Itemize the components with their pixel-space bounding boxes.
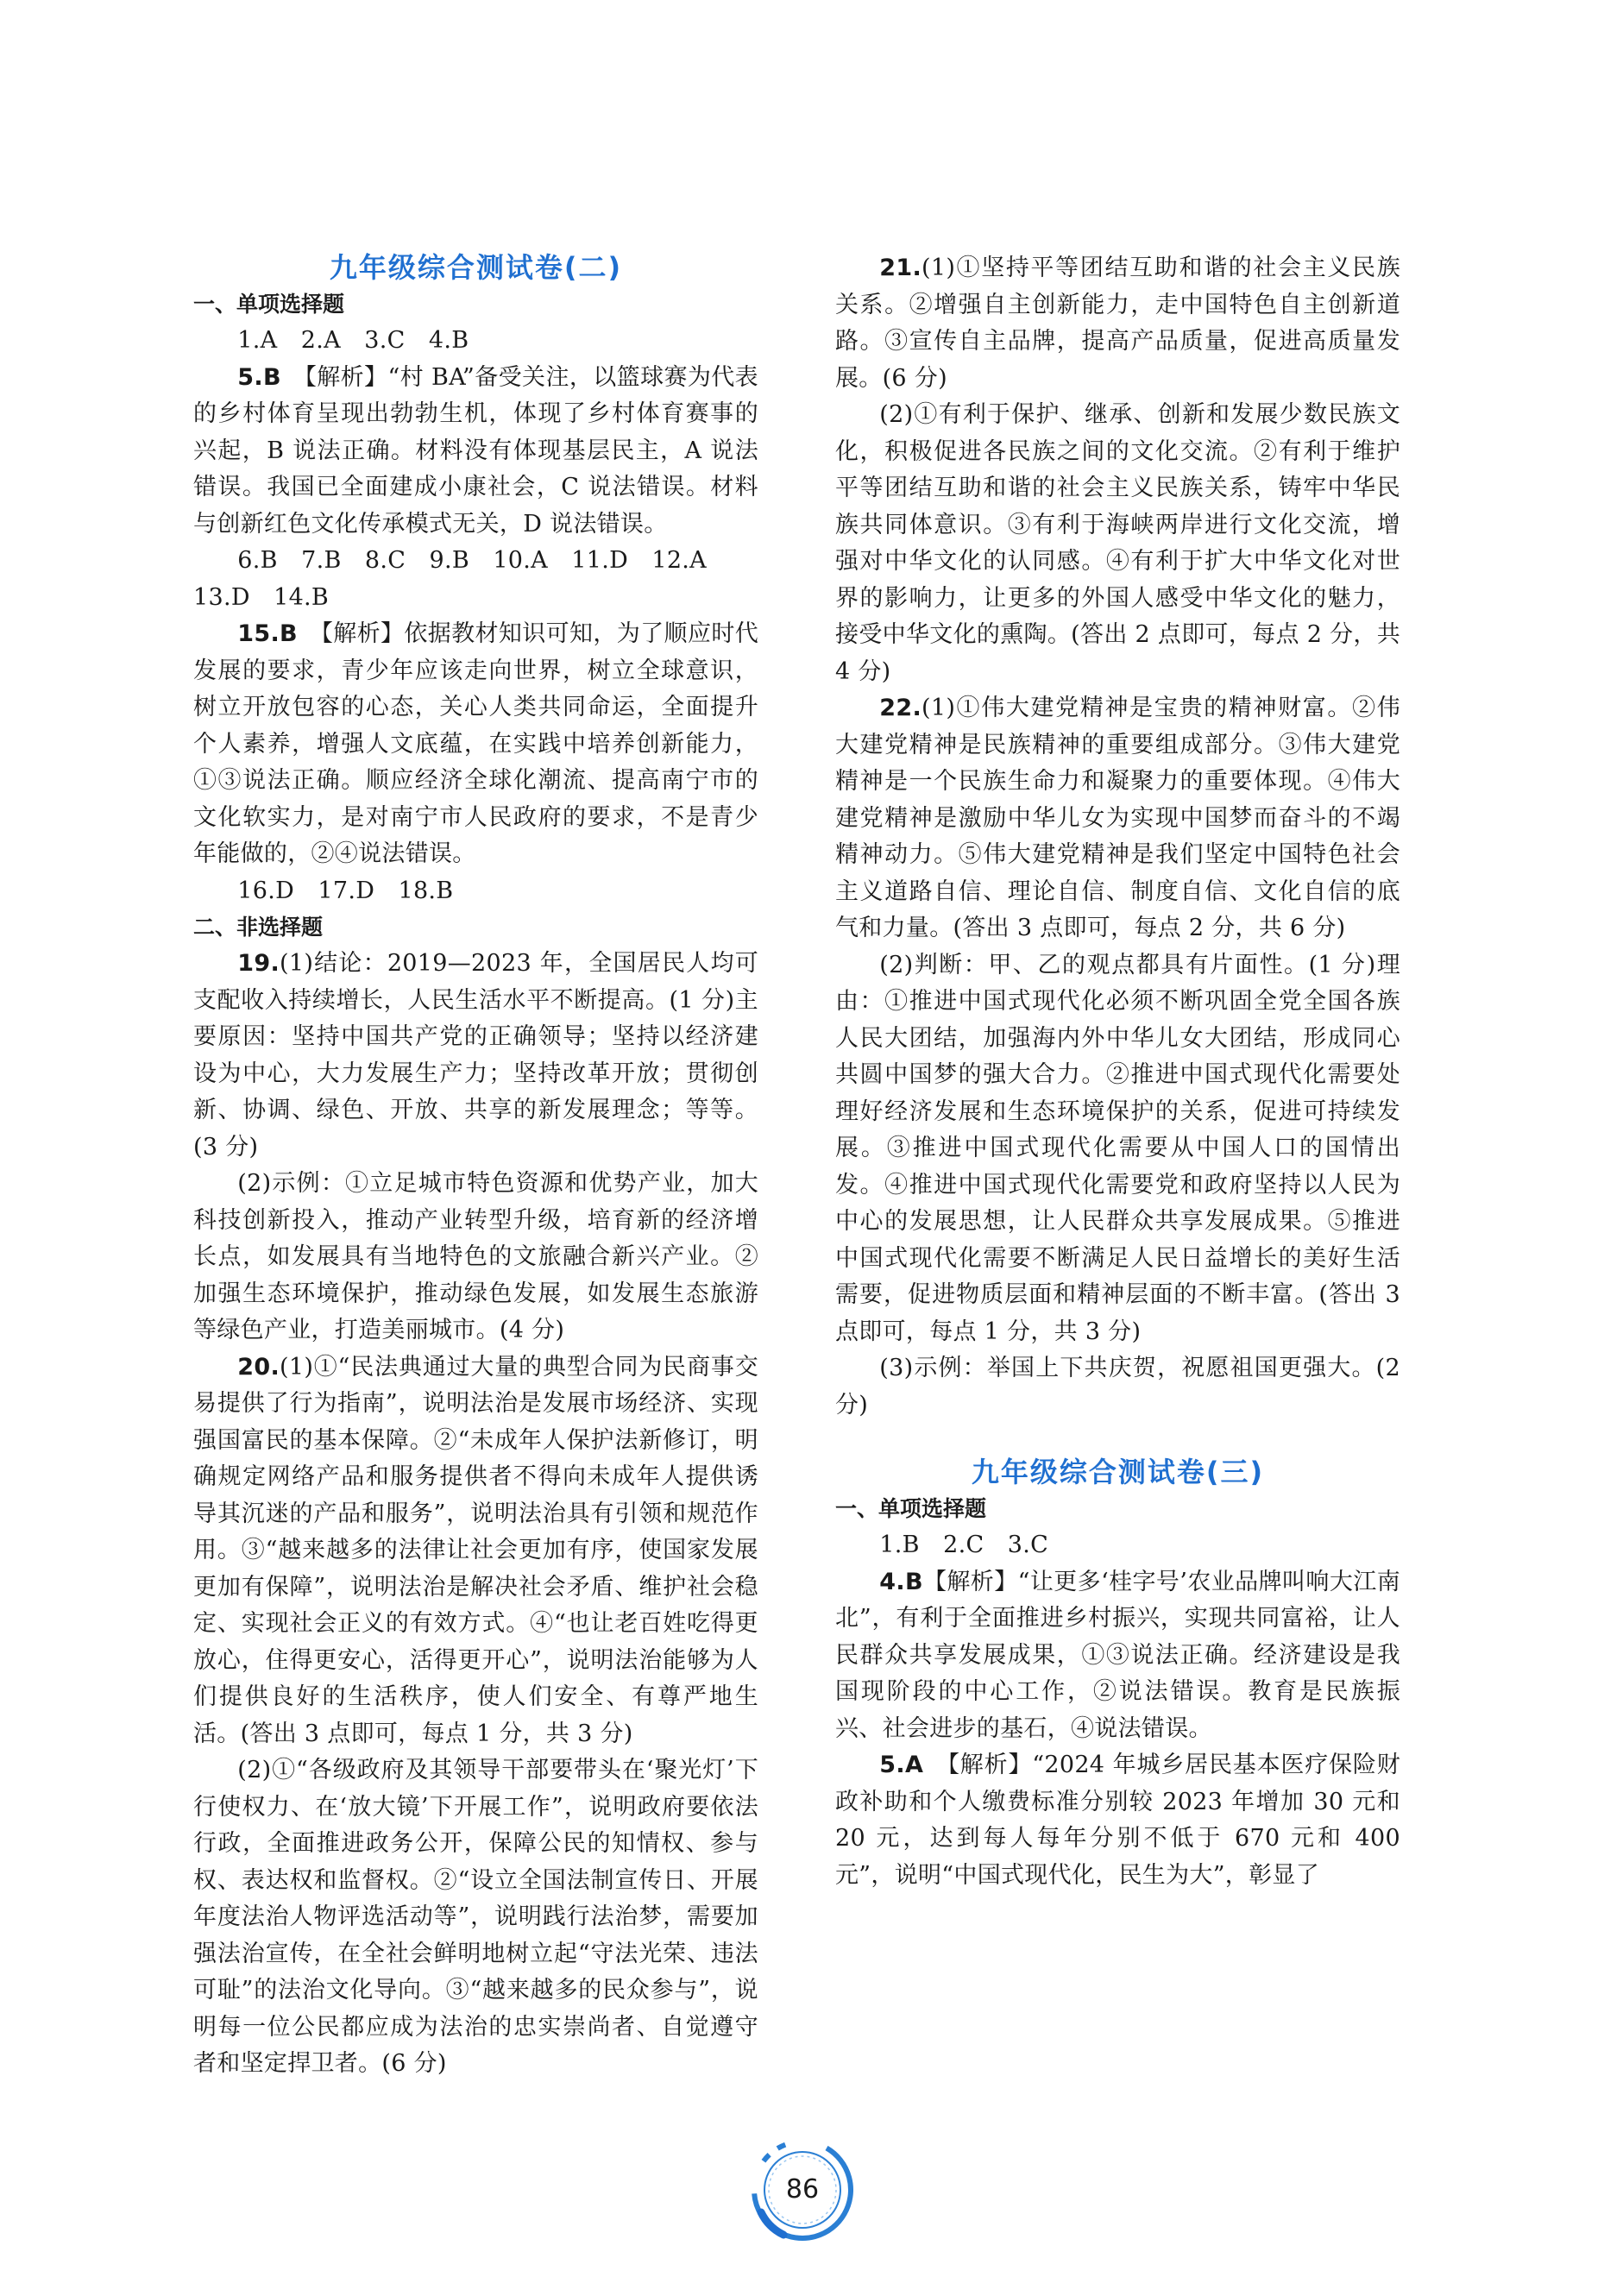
answers-16-18: 16.D 17.D 18.B: [237, 877, 454, 904]
answer-15: [193, 616, 758, 873]
page-number: 86: [785, 2174, 820, 2205]
left-column: [193, 248, 758, 2083]
section-spacer: [835, 1424, 1400, 1453]
answer-15-body: 【解析】依据教材知识可知，为了顺应时代发展的要求，青少年应该走向世界，树立全球意识，树立开放包容的心态，关心人类共同命运，全面提升个人素养，增强人文底蕴，在实践中培养创新能力，①③说法正确。顺应经济全球化潮流、提高南宁市的文化软实力，是对南宁市人民政府的要求，不是青少年能做的，②④说法错误。: [193, 620, 758, 867]
answer-5-number: 5.B: [237, 363, 281, 391]
answer-21-part-1-body: (1)①坚持平等团结互助和谐的社会主义民族关系。②增强自主创新能力，走中国特色自主创新道路。③宣传自主品牌，提高产品质量，促进高质量发展。(6 分): [835, 255, 1400, 392]
test-3-title: 九年级综合测试卷(三): [971, 1456, 1265, 1488]
answer-19-part-1: [193, 946, 758, 1166]
answer-21-number: 21.: [879, 255, 922, 281]
right-column: [835, 250, 1400, 1894]
answer-5-body: 【解析】“村 BA”备受关注，以篮球赛为代表的乡村体育呈现出勃勃生机，体现了乡村体育赛事的兴起，B 说法正确。材料没有体现基层民主，A 说法错误。我国已全面建成小康社会，C 说法错误。材料与创新红色文化传承模式无关，D 说法错误。: [193, 363, 758, 538]
answers-1-4: 1.A 2.A 3.C 4.B: [237, 327, 469, 354]
answer-22-part-3: (3)示例：举国上下共庆贺，祝愿祖国更强大。(2 分): [835, 1355, 1400, 1418]
test-3-answer-5-body: 【解析】“2024 年城乡居民基本医疗保险财政补助和个人缴费标准分别较 2023 年增加 30 元和20 元，达到每人每年分别不低于 670 元和 400 元”，说明“中国式现代化，民生为大”，彰显了: [835, 1752, 1400, 1889]
test-3-answer-4-number: 4.B: [879, 1568, 923, 1595]
answer-5: [193, 360, 758, 544]
test-2-title: 九年级综合测试卷(二): [329, 251, 623, 284]
answer-20-part-1: [193, 1349, 758, 1753]
test-3-answer-4: [835, 1564, 1400, 1748]
answer-20-number: 20.: [237, 1353, 280, 1381]
answer-22-part-1-body: (1)①伟大建党精神是宝贵的精神财富。②伟大建党精神是民族精神的重要组成部分。③伟大建党精神是一个民族生命力和凝聚力的重要体现。④伟大建党精神是激励中华儿女为实现中国梦而奋斗的不竭精神动力。⑤伟大建党精神是我们坚定中国特色社会主义道路自信、理论自信、制度自信、文化自信的底气和力量。(答出 3 点即可，每点 2 分，共 6 分): [835, 695, 1400, 941]
test-3-answer-4-body: 【解析】“让更多‘桂字号’农业品牌叫响大江南北”，有利于全面推进乡村振兴，实现共同富裕，让人民群众共享发展成果，①③说法正确。经济建设是我国现阶段的中心工作，②说法错误。教育是民族振兴、社会进步的基石，④说法错误。: [835, 1568, 1400, 1742]
answer-20-part-1-body: (1)①“民法典通过大量的典型合同为民商事交易提供了行为指南”，说明法治是发展市场经济、实现强国富民的基本保障。②“未成年人保护法新修订，明确规定网络产品和服务提供者不得向未成年人提供诱导其沉迷的产品和服务”，说明法治具有引领和规范作用。③“越来越多的法律让社会更加有序，使国家发展更加有保障”，说明法治是解决社会矛盾、维护社会稳定、实现社会正义的有效方式。④“也让老百姓吃得更放心，住得更安心，活得更开心”，说明法治能够为人们提供良好的生活秩序，使人们安全、有尊严地生活。(答出 3 点即可，每点 1 分，共 3 分): [193, 1353, 758, 1747]
answer-19-number: 19.: [237, 950, 280, 977]
test-2-section-2-heading: 二、非选择题: [193, 915, 324, 940]
answer-19-part-1-body: (1)结论：2019—2023 年，全国居民人均可支配收入持续增长，人民生活水平不断提高。(1 分)主要原因：坚持中国共产党的正确领导；坚持以经济建设为中心，大力发展生产力；坚持改革开放；贯彻创新、协调、绿色、开放、共享的新发展理念；等等。(3 分): [193, 950, 758, 1161]
test-2-section-1-heading: 一、单项选择题: [193, 292, 345, 317]
test-3-section-1-heading: 一、单项选择题: [835, 1496, 987, 1521]
answer-21-part-2: (2)①有利于保护、继承、创新和发展少数民族文化，积极促进各民族之间的文化交流。②有利于维护平等团结互助和谐的社会主义民族关系，铸牢中华民族共同体意识。③有利于海峡两岸进行文化交流，增强对中华文化的认同感。④有利于扩大中华文化对世界的影响力，让更多的外国人感受中华文化的魅力，接受中华文化的熏陶。(答出 2 点即可，每点 2 分，共 4 分): [835, 401, 1400, 685]
answers-13-14: 13.D 14.B: [193, 583, 330, 611]
test-3-answer-5-number: 5.A: [879, 1752, 924, 1778]
answers-6-12: 6.B 7.B 8.C 9.B 10.A 11.D 12.A: [237, 547, 707, 574]
answer-22-part-1: [835, 690, 1400, 947]
answer-15-number: 15.B: [237, 620, 298, 647]
answer-22-number: 22.: [879, 695, 922, 721]
test-3-answers-1-3: 1.B 2.C 3.C: [879, 1532, 1049, 1558]
answer-19-part-2: (2)示例：①立足城市特色资源和优势产业，加大科技创新投入，推动产业转型升级，培育新的经济增长点，如发展具有当地特色的文旅融合新兴产业。②加强生态环境保护，推动绿色发展，如发展生态旅游等绿色产业，打造美丽城市。(4 分): [193, 1170, 758, 1343]
test-3-answer-5: [835, 1747, 1400, 1894]
answer-22-part-2: (2)判断：甲、乙的观点都具有片面性。(1 分)理由：①推进中国式现代化必须不断巩固全党全国各族人民大团结，加强海内外中华儿女大团结，形成同心共圆中国梦的强大合力。②推进中国式现代化需要处理好经济发展和生态环境保护的关系，促进可持续发展。③推进中国式现代化需要从中国人口的国情出发。④推进中国式现代化需要党和政府坚持以人民为中心的发展思想，让人民群众共享发展成果。⑤推进中国式现代化需要不断满足人民日益增长的美好生活需要，促进物质层面和精神层面的不断丰富。(答出 3 点即可，每点 1 分，共 3 分): [835, 951, 1400, 1345]
answer-20-part-2: (2)①“各级政府及其领导干部要带头在‘聚光灯’下行使权力、在‘放大镜’下开展工作”，说明政府要依法行政，全面推进政务公开，保障公民的知情权、参与权、表达权和监督权。②“设立全国法制宣传日、开展年度法治人物评选活动等”，说明践行法治梦，需要加强法治宣传，在全社会鲜明地树立起“守法光荣、违法可耻”的法治文化导向。③“越来越多的民众参与”，说明每一位公民都应成为法治的忠实崇尚者、自觉遵守者和坚定捍卫者。(6 分): [193, 1757, 758, 2077]
answer-21-part-1: [835, 250, 1400, 397]
